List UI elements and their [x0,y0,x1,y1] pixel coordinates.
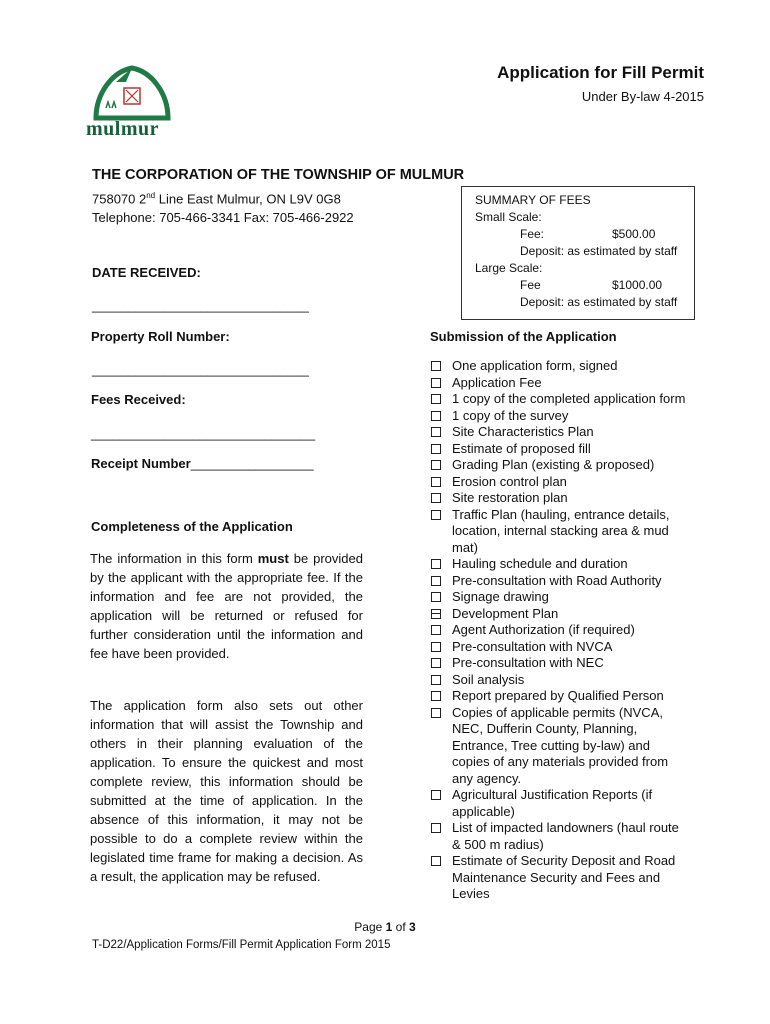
summary-of-fees-box [461,186,695,320]
checkbox[interactable] [431,691,441,701]
page-number: Page 1 of 3 [354,920,416,934]
checklist-item: Copies of applicable permits (NVCA, NEC, Dufferin County, Planning, Entrance, Tree cutting by-law) and copies of any materials provided from any agency. [431,705,691,788]
checkbox[interactable] [431,609,441,619]
checkbox[interactable] [431,658,441,668]
checklist-item: 1 copy of the survey [431,408,691,425]
page-title: Application for Fill Permit [497,63,704,82]
fees-received-field[interactable]: _______________________________ [91,426,316,441]
small-scale-label: Small Scale: [475,210,542,224]
checklist-item: Erosion control plan [431,474,691,491]
completeness-paragraph-2: The application form also sets out other information that will assist the Township and others in their planning evaluation of the application. To ensure the quickest and most complete review, this information should be submitted at the time of application. In the absence of this information, it may not be possible to do a complete review within the legislated time frame for making a decision. As a result, the application may be refused. [90,698,363,884]
large-scale-label: Large Scale: [475,261,543,275]
property-roll-label: Property Roll Number: [91,329,230,344]
checkbox[interactable] [431,427,441,437]
checklist-item: Pre-consultation with NVCA [431,639,691,656]
checklist-item: Agent Authorization (if required) [431,622,691,639]
checklist-item: Grading Plan (existing & proposed) [431,457,691,474]
checklist-item: Traffic Plan (hauling, entrance details, location, internal stacking area & mud mat) [431,507,691,557]
address-line: 758070 2nd Line East Mulmur, ON L9V 0G8 [92,191,341,207]
checkbox[interactable] [431,361,441,371]
checklist-item: List of impacted landowners (haul route & 500 m radius) [431,820,691,853]
date-received-field[interactable]: ______________________________ [92,298,309,313]
checklist-item: Signage drawing [431,589,691,606]
large-fee-value: $1000.00 [612,278,663,292]
checkbox[interactable] [431,823,441,833]
checkbox[interactable] [431,642,441,652]
checklist-item: Hauling schedule and duration [431,556,691,573]
checkbox[interactable] [431,477,441,487]
checklist-item: Development Plan [431,606,691,623]
completeness-heading: Completeness of the Application [91,519,293,534]
large-fee-label: Fee [520,278,541,292]
checkbox[interactable] [431,394,441,404]
checkbox[interactable] [431,576,441,586]
document-path: T-D22/Application Forms/Fill Permit Application Form 2015 [92,939,391,951]
checkbox[interactable] [431,708,441,718]
logo-wordmark: mulmur [86,118,159,140]
checklist-item: Site Characteristics Plan [431,424,691,441]
checklist-item: Estimate of Security Deposit and Road Maintenance Security and Fees and Levies [431,853,691,903]
small-deposit: Deposit: as estimated by staff [520,244,678,258]
small-fee-value: $500.00 [612,227,656,241]
corporation-address-block [92,186,354,227]
checkbox[interactable] [431,444,441,454]
checkbox[interactable] [431,411,441,421]
checklist-item: Site restoration plan [431,490,691,507]
fees-box-title: SUMMARY OF FEES [475,193,591,207]
checklist-item: 1 copy of the completed application form [431,391,691,408]
checklist-item: Pre-consultation with Road Authority [431,573,691,590]
fees-received-label: Fees Received: [91,392,186,407]
checkbox[interactable] [431,493,441,503]
small-fee-label: Fee: [520,227,545,241]
receipt-number-label: Receipt Number [91,456,191,471]
checklist-item: Estimate of proposed fill [431,441,691,458]
checklist-item: Soil analysis [431,672,691,689]
checkbox[interactable] [431,559,441,569]
checklist-item: Report prepared by Qualified Person [431,688,691,705]
checkbox[interactable] [431,378,441,388]
checkbox[interactable] [431,675,441,685]
completeness-paragraph-1: The information in this form must be provided by the applicant with the appropriate fee. If the information and fee are not provided, the application will be returned or refused for further consideration until the information and fee have been provided. [90,551,363,661]
checkbox[interactable] [431,460,441,470]
checklist-item: Pre-consultation with NEC [431,655,691,672]
checkbox[interactable] [431,790,441,800]
checklist-item: Agricultural Justification Reports (if applicable) [431,787,691,820]
submission-heading: Submission of the Application [430,329,617,344]
property-roll-field[interactable]: ______________________________ [92,362,309,377]
page-subtitle: Under By-law 4-2015 [581,89,704,104]
submission-checklist [431,358,691,903]
checkbox[interactable] [431,625,441,635]
telephone-line: Telephone: 705-466-3341 Fax: 705-466-2922 [92,210,354,226]
receipt-number-field[interactable]: _________________ [190,456,314,471]
checkbox[interactable] [431,592,441,602]
large-deposit: Deposit: as estimated by staff [520,295,678,309]
checklist-item: One application form, signed [431,358,691,375]
receipt-number-row [91,456,314,471]
corporation-name: THE CORPORATION OF THE TOWNSHIP OF MULMUR [92,167,465,183]
checkbox[interactable] [431,856,441,866]
date-received-label: DATE RECEIVED: [92,265,201,280]
checklist-item: Application Fee [431,375,691,392]
checkbox[interactable] [431,510,441,520]
